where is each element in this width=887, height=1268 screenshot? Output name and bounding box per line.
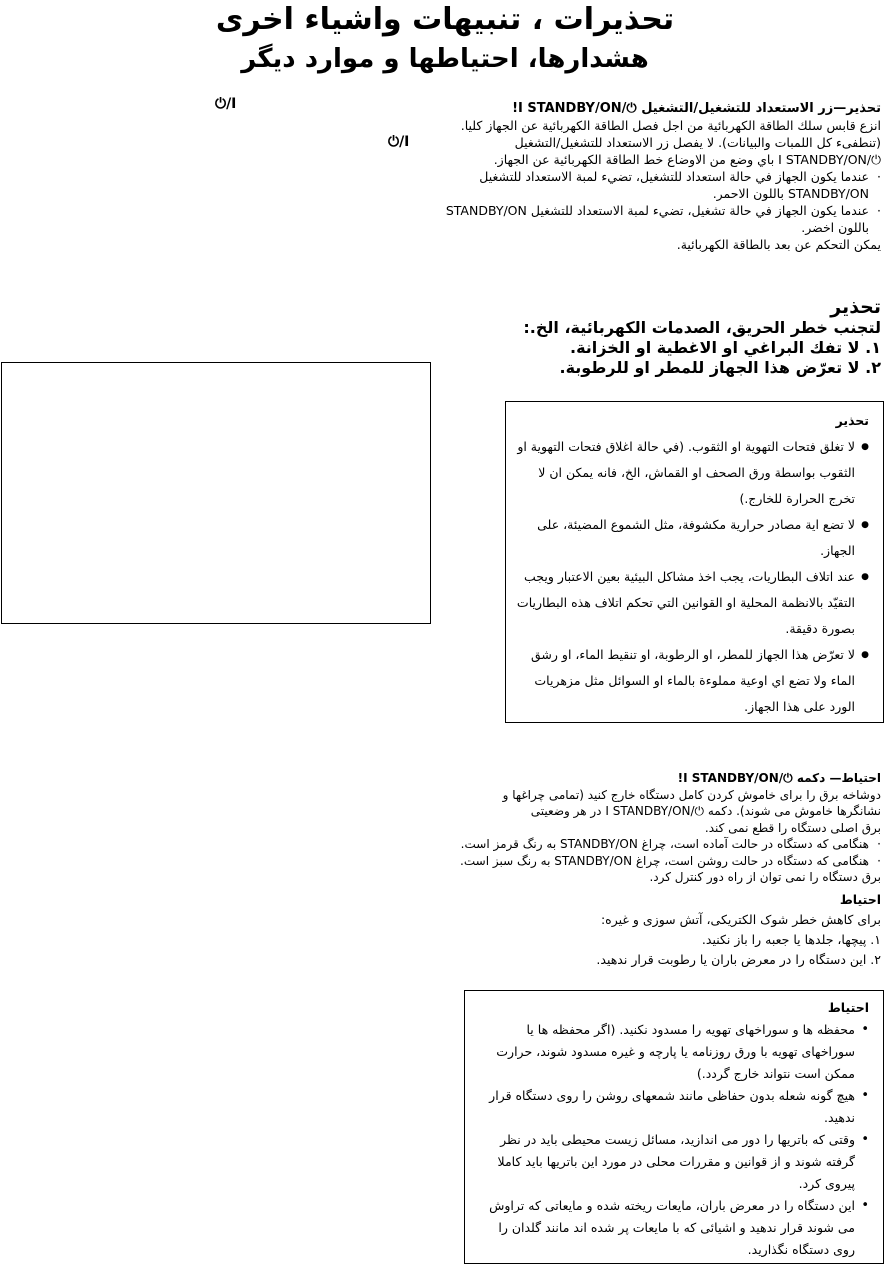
arabic-box-item: ● لا تغلق فتحات التهوية او الثقوب. (في حالة اغلاق فتحات التهوية او الثقوب بواسطة ورق الصحف او القماش، الخ، فانه يمكن ان لا تخرج الحرارة للخارج.) xyxy=(516,434,869,512)
arabic-box-item: ● لا تضع اية مصادر حرارية مكشوفة، مثل الشموع المضيئة، على الجهاز. xyxy=(516,512,869,564)
arabic-warning-item: ١. لا تفك البراغي او الاغطية او الخزانة. xyxy=(569,338,881,357)
persian-standby-bullet: · هنگامی كه دستگاه در حالت آماده است، چراغ STANDBY/ON به رنگ قرمز است. xyxy=(441,836,869,853)
arabic-title: تحذيرات ، تنبيهات واشياء اخرى xyxy=(215,2,675,37)
persian-standby-footer: برق دستگاه را نمی توان از راه دور كنترل كرد. xyxy=(649,870,881,884)
arabic-box-item: ● لا تعرّض هذا الجهاز للمطر، او الرطوبة، او تنقيط الماء، او رشق الماء ولا تضع اي اوعية مملوءة بالماء او السوائل مثل مزهريات الورد على هذا الجهاز. xyxy=(516,642,869,720)
persian-title: هشدارها، احتياطها و موارد ديگر xyxy=(241,44,649,74)
arabic-box-item: ● عند اتلاف البطاريات، يجب اخذ مشاكل البيئية بعين الاعتبار ويجب التقيّد بالانظمة المحلية او القوانين التي تحكم اتلاف هذه البطاريات بصورة دقيقة. xyxy=(516,564,869,642)
arabic-standby-bullet: · عندما يكون الجهاز في حالة استعداد للتشغيل، تضيء لمبة الاستعداد للتشغيل STANDBY/ON باللون الاحمر. xyxy=(441,168,869,202)
arabic-standby-heading: تحذير—زر الاستعداد للتشغيل/التشغيل ⏻/I STANDBY/ON! xyxy=(512,101,881,116)
persian-standby-line: برق اصلی دستگاه را قطع نمی كند. xyxy=(704,820,881,835)
persian-warning-section xyxy=(481,890,881,970)
persian-box-item: • وقتی كه باتريها را دور می اندازيد، مسائل زيست محيطی بايد در نظر گرفته شوند و از قوانين و مقررات محلی در مورد اين باتريها بايد كاملا پيروى كرد. xyxy=(475,1129,869,1195)
arabic-standby-bullet: · عندما يكون الجهاز في حالة تشغيل، تضيء لمبة الاستعداد للتشغيل STANDBY/ON باللون اخضر. xyxy=(441,202,869,236)
arabic-box-heading: تحذير xyxy=(835,413,869,428)
persian-standby-heading: احتياط— دكمه ⏻/I STANDBY/ON! xyxy=(677,771,881,785)
arabic-standby-line: (تنطفىء كل اللمبات والبيانات). لا يفصل زر الاستعداد للتشغيل/التشغيل xyxy=(514,135,881,150)
standby-symbol-left-2: ⏻/I xyxy=(388,134,410,150)
arabic-standby-section xyxy=(441,100,881,253)
persian-standby-line: نشانگرها خاموش می شوند). دكمه ⏻/I STANDBY/ON در هر وضعيتی xyxy=(530,804,881,818)
arabic-warning-item: ٢. لا تعرّض هذا الجهاز للمطر او للرطوبة. xyxy=(559,358,881,377)
standby-symbol-left-1: ⏻/I xyxy=(215,96,237,112)
persian-warning-item: ١. پيچها، جلدها يا جعبه را باز نكنيد. xyxy=(701,932,881,947)
arabic-warning-section xyxy=(501,296,881,378)
arabic-warning-heading: تحذير xyxy=(830,296,881,318)
empty-frame xyxy=(1,362,431,624)
arabic-standby-footer: يمكن التحكم عن بعد بالطاقة الكهربائية. xyxy=(676,237,881,252)
arabic-caution-box xyxy=(505,401,884,723)
arabic-standby-line: ⏻/I STANDBY/ON باي وضع من الاوضاع خط الطاقة الكهربائية عن الجهاز. xyxy=(493,152,881,167)
persian-warning-heading: احتياط xyxy=(839,892,881,907)
persian-standby-bullet: · هنگامی كه دستگاه در حالت روشن است، چراغ STANDBY/ON به رنگ سبز است. xyxy=(441,853,869,870)
arabic-warning-intro: لتجنب خطر الحريق، الصدمات الكهربائية، الخ.: xyxy=(523,318,881,337)
persian-box-item: • هيچ گونه شعله بدون حفاظی مانند شمعهاى روشن را روى دستگاه قرار ندهيد. xyxy=(475,1085,869,1129)
persian-box-item: • اين دستگاه را در معرض باران، مايعات ريخته شده و مايعاتی كه تراوش می شوند قرار ندهيد و اشيائی كه با مايعات پر شده اند مانند گلدان را روى دستگاه نگذاريد. xyxy=(475,1195,869,1261)
persian-standby-section xyxy=(441,770,881,886)
persian-box-item: • محفظه ها و سوراخهاى تهويه را مسدود نكنيد. (اگر محفظه ها يا سوراخهاى تهويه با ورق روزنامه يا پارچه و غيره مسدود شوند، حرارت ممكن است نتواند خارج گردد.) xyxy=(475,1019,869,1085)
persian-warning-item: ٢. اين دستگاه را در معرض باران يا رطوبت قرار ندهيد. xyxy=(596,952,881,967)
persian-standby-line: دوشاخه برق را براى خاموش كردن كامل دستگاه خارج كنيد (تمامى چراغها و xyxy=(502,787,881,802)
persian-warning-intro: براى كاهش خطر شوک الكتريكی، آتش سوزى و غيره: xyxy=(600,912,881,927)
persian-box-heading: احتياط xyxy=(827,1000,869,1015)
arabic-standby-line: انزع قابس سلك الطاقة الكهربائية من اجل فصل الطاقة الكهربائية عن الجهاز كليا. xyxy=(460,118,881,133)
persian-caution-box xyxy=(464,990,884,1264)
